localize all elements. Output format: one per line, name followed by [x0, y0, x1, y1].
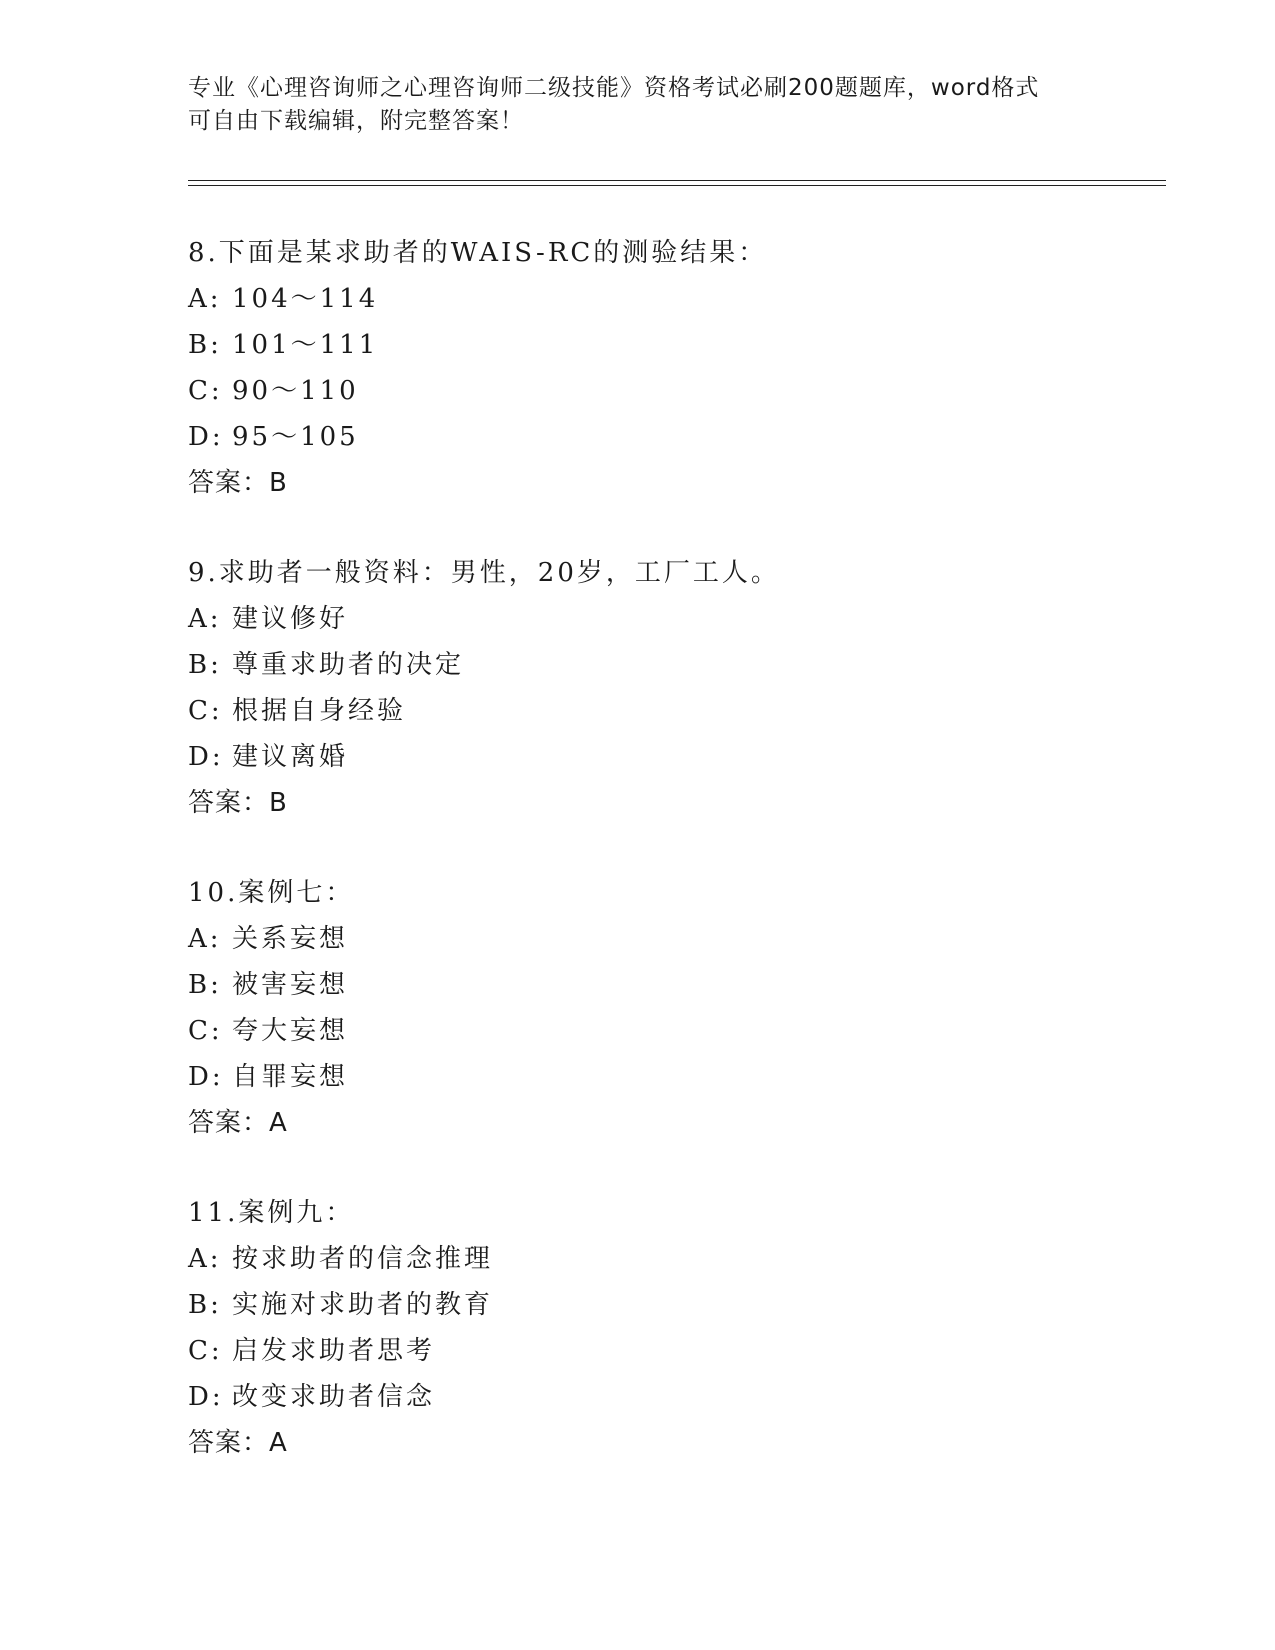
option-text: 实施对求助者的教育 — [232, 1290, 494, 1320]
option-text: 尊重求助者的决定 — [232, 650, 465, 680]
question-stem: 11.案例九： — [188, 1198, 355, 1228]
question-block — [188, 870, 1088, 1146]
option-text: 根据自身经验 — [232, 696, 407, 726]
option-c — [188, 1328, 1088, 1374]
option-letter: C: — [188, 696, 223, 726]
option-letter: D: — [188, 422, 224, 452]
option-d — [188, 734, 1088, 780]
answer-line: 答案：B — [188, 468, 288, 498]
document-header — [188, 72, 1088, 138]
option-letter: A: — [188, 284, 222, 314]
option-a — [188, 276, 1088, 322]
question-stem: 8.下面是某求助者的WAIS-RC的测验结果： — [188, 238, 768, 268]
option-b — [188, 322, 1088, 368]
header-divider-top — [188, 180, 1166, 181]
question-block — [188, 550, 1088, 826]
option-b — [188, 642, 1088, 688]
option-letter: C: — [188, 376, 223, 406]
option-d — [188, 414, 1088, 460]
option-text: 101～111 — [232, 330, 379, 360]
header-line-1: 专业《心理咨询师之心理咨询师二级技能》资格考试必刷200题题库，word格式 — [188, 75, 1040, 101]
option-b — [188, 962, 1088, 1008]
option-text: 95～105 — [232, 422, 359, 452]
option-text: 按求助者的信念推理 — [232, 1244, 494, 1274]
option-b — [188, 1282, 1088, 1328]
option-text: 建议离婚 — [232, 742, 349, 772]
answer-line: 答案：B — [188, 788, 288, 818]
header-line-2: 可自由下载编辑，附完整答案！ — [188, 108, 524, 134]
option-text: 建议修好 — [232, 604, 349, 634]
option-letter: D: — [188, 742, 224, 772]
answer-line: 答案：A — [188, 1428, 288, 1458]
answer-line: 答案：A — [188, 1108, 288, 1138]
question-stem: 10.案例七： — [188, 878, 355, 908]
option-letter: C: — [188, 1016, 223, 1046]
option-letter: B: — [188, 330, 222, 360]
option-text: 90～110 — [232, 376, 359, 406]
option-a — [188, 596, 1088, 642]
option-d — [188, 1374, 1088, 1420]
option-text: 104～114 — [232, 284, 379, 314]
option-d — [188, 1054, 1088, 1100]
option-text: 关系妄想 — [232, 924, 349, 954]
header-divider-bottom — [188, 185, 1166, 186]
option-letter: D: — [188, 1062, 224, 1092]
option-a — [188, 916, 1088, 962]
option-c — [188, 368, 1088, 414]
option-c — [188, 1008, 1088, 1054]
option-c — [188, 688, 1088, 734]
question-block — [188, 1190, 1088, 1466]
option-letter: A: — [188, 604, 222, 634]
option-a — [188, 1236, 1088, 1282]
option-letter: B: — [188, 1290, 222, 1320]
option-letter: C: — [188, 1336, 223, 1366]
option-letter: D: — [188, 1382, 224, 1412]
option-letter: B: — [188, 650, 222, 680]
option-letter: B: — [188, 970, 222, 1000]
question-block — [188, 230, 1088, 506]
option-letter: A: — [188, 924, 222, 954]
question-stem: 9.求助者一般资料：男性，20岁，工厂工人。 — [188, 558, 780, 588]
option-text: 自罪妄想 — [232, 1062, 349, 1092]
option-text: 被害妄想 — [232, 970, 349, 1000]
option-letter: A: — [188, 1244, 222, 1274]
option-text: 夸大妄想 — [232, 1016, 349, 1046]
option-text: 启发求助者思考 — [232, 1336, 436, 1366]
option-text: 改变求助者信念 — [232, 1382, 436, 1412]
